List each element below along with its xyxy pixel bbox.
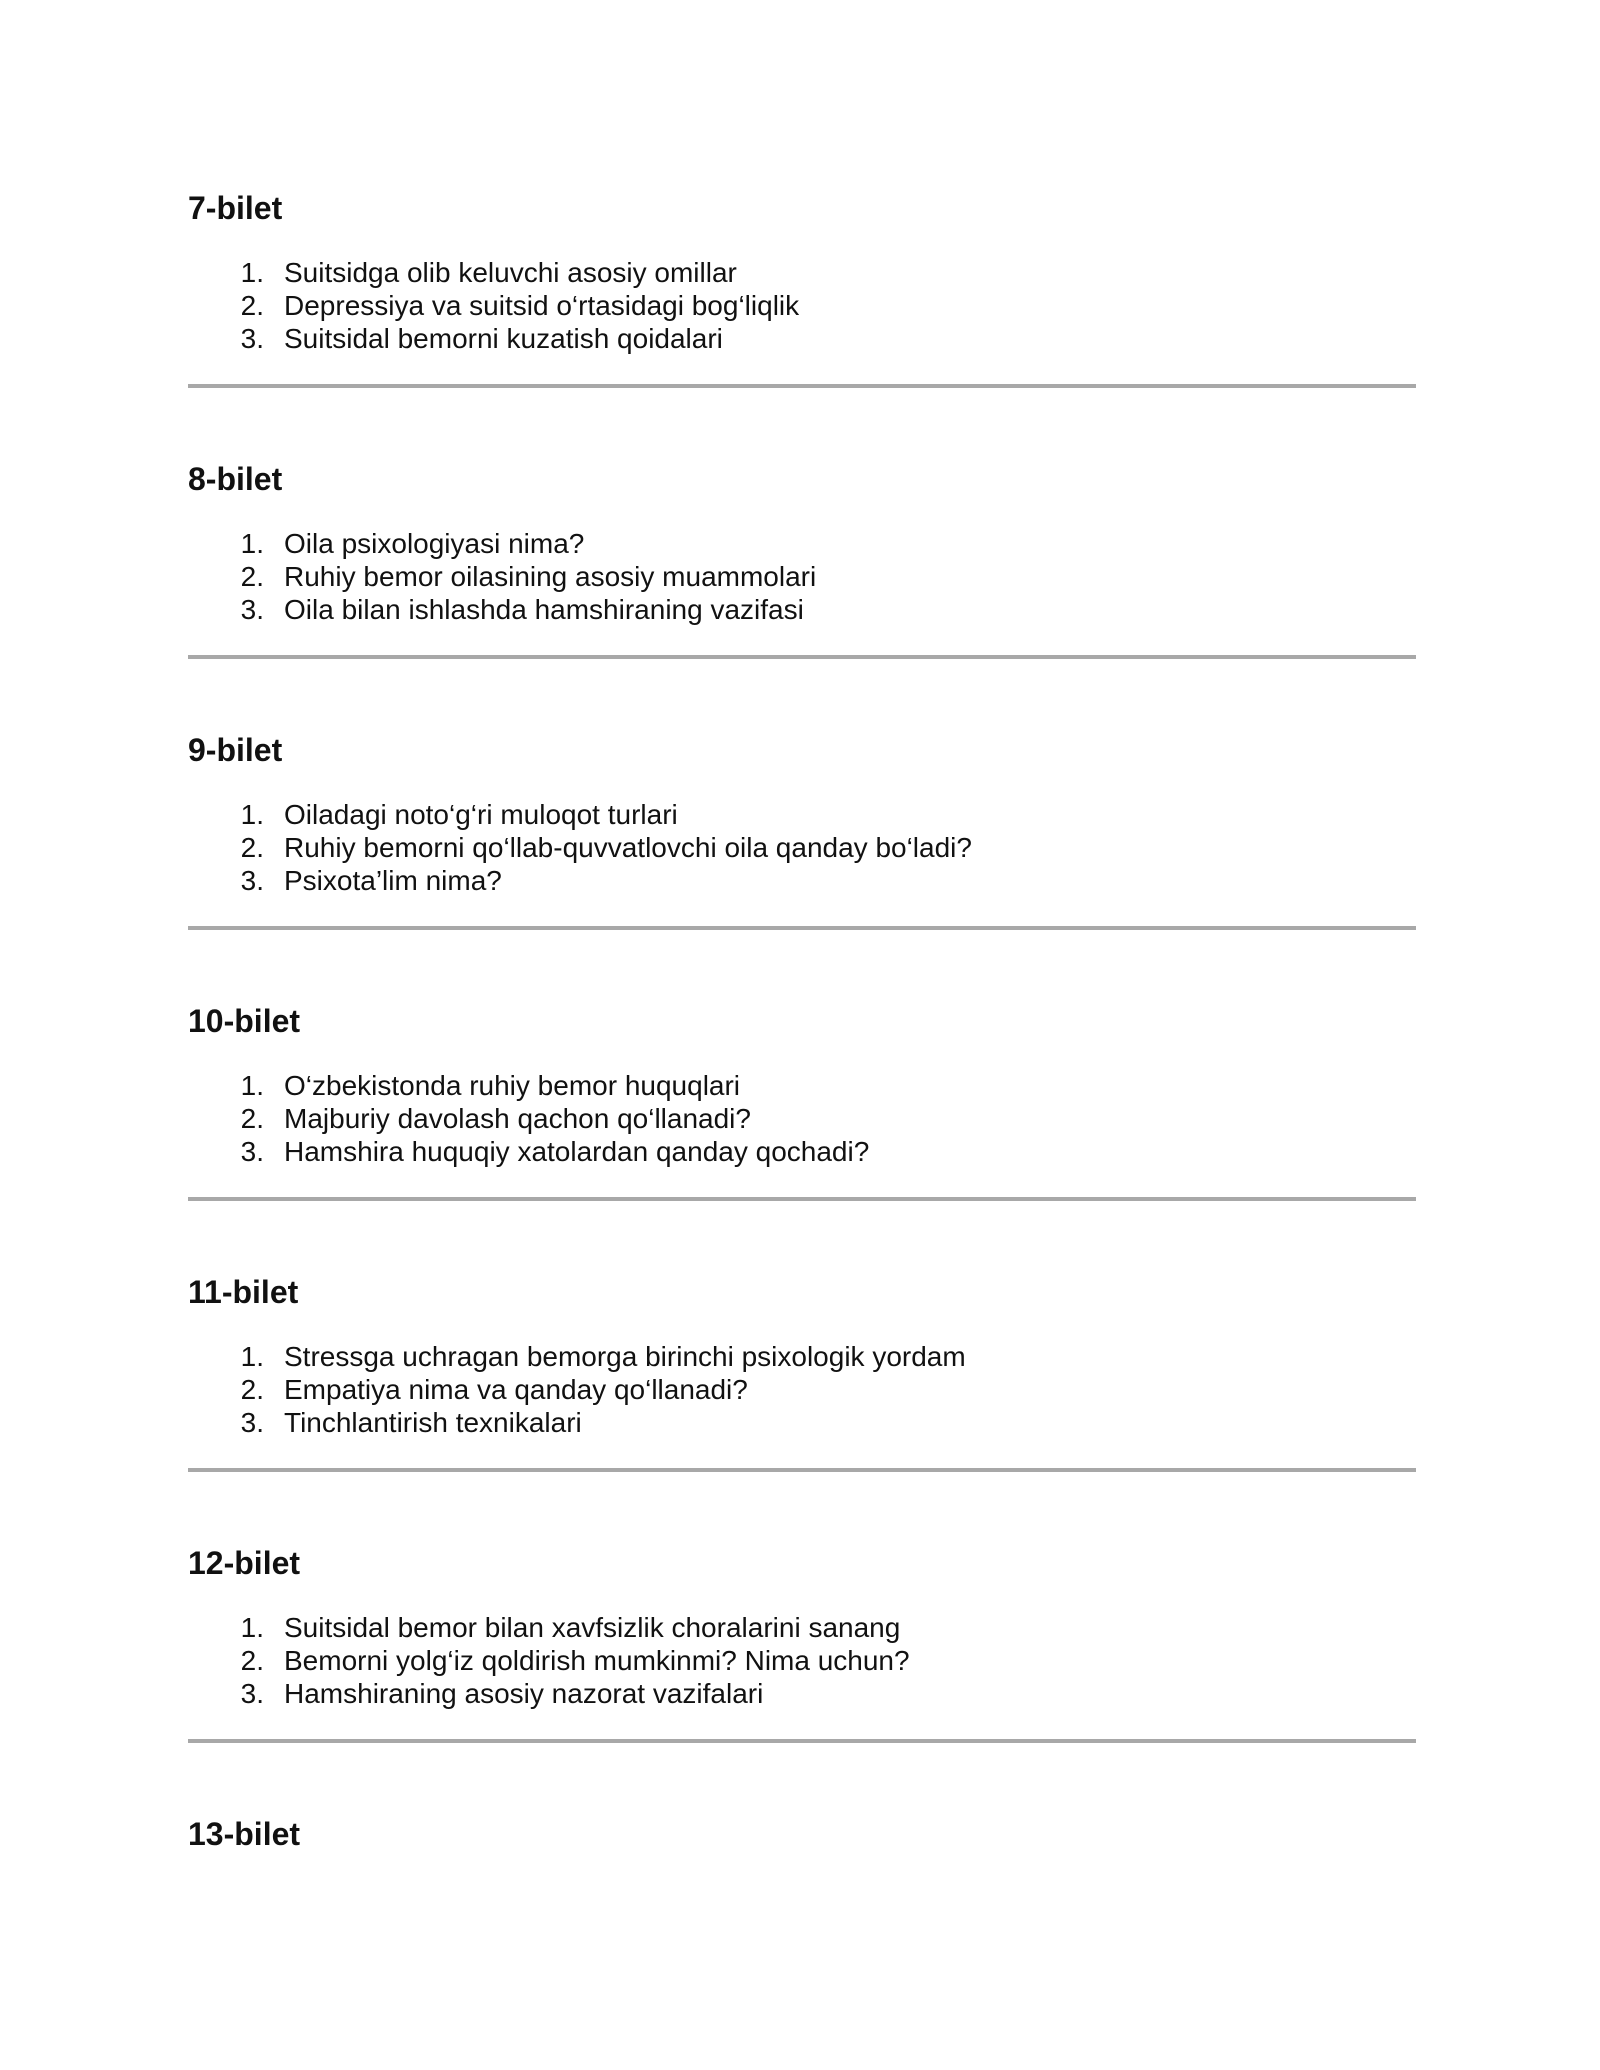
question-item [188, 527, 1416, 560]
question-text: Oila bilan ishlashda hamshiraning vazifasi [284, 594, 804, 625]
question-item [188, 593, 1416, 626]
question-item [188, 1677, 1416, 1710]
question-list [188, 1611, 1416, 1710]
question-text: Psixota’lim nima? [284, 865, 502, 896]
question-text: Hamshira huquqiy xatolardan qanday qochadi? [284, 1136, 870, 1167]
question-item [188, 1373, 1416, 1406]
question-item [188, 864, 1416, 897]
section-divider [188, 1468, 1416, 1472]
ticket-11 [188, 1272, 1416, 1439]
question-list [188, 256, 1416, 355]
question-text: Stressga uchragan bemorga birinchi psixologik yordam [284, 1341, 966, 1372]
ticket-title: 7-bilet [188, 190, 283, 226]
question-list [188, 527, 1416, 626]
question-text: Depressiya va suitsid o‘rtasidagi bog‘liqlik [284, 290, 800, 321]
question-number: 3. [240, 594, 264, 625]
question-item [188, 1340, 1416, 1373]
question-number: 1. [240, 1341, 264, 1372]
ticket-title: 8-bilet [188, 461, 283, 497]
question-text: Majburiy davolash qachon qo‘llanadi? [284, 1103, 751, 1134]
question-list [188, 798, 1416, 897]
question-item [188, 831, 1416, 864]
ticket-7 [188, 188, 1416, 355]
question-number: 2. [240, 1103, 264, 1134]
question-list [188, 1069, 1416, 1168]
question-item [188, 1644, 1416, 1677]
question-number: 3. [240, 1136, 264, 1167]
question-number: 3. [240, 1678, 264, 1709]
question-text: Bemorni yolg‘iz qoldirish mumkinmi? Nima uchun? [284, 1645, 910, 1676]
question-item [188, 1406, 1416, 1439]
question-text: Ruhiy bemor oilasining asosiy muammolari [284, 561, 817, 592]
section-divider [188, 384, 1416, 388]
section-divider [188, 926, 1416, 930]
question-text: O‘zbekistonda ruhiy bemor huquqlari [284, 1070, 741, 1101]
ticket-8 [188, 459, 1416, 626]
question-number: 3. [240, 323, 264, 354]
section-divider [188, 655, 1416, 659]
question-number: 1. [240, 799, 264, 830]
ticket-title: 11-bilet [188, 1274, 299, 1310]
question-number: 2. [240, 290, 264, 321]
question-number: 2. [240, 832, 264, 863]
question-item [188, 322, 1416, 355]
question-item [188, 256, 1416, 289]
question-item [188, 1102, 1416, 1135]
question-text: Suitsidga olib keluvchi asosiy omillar [284, 257, 737, 288]
question-item [188, 1611, 1416, 1644]
question-number: 1. [240, 257, 264, 288]
question-text: Suitsidal bemor bilan xavfsizlik choralarini sanang [284, 1612, 901, 1643]
question-item [188, 798, 1416, 831]
ticket-title: 13-bilet [188, 1816, 301, 1852]
question-text: Suitsidal bemorni kuzatish qoidalari [284, 323, 723, 354]
question-text: Ruhiy bemorni qo‘llab-quvvatlovchi oila qanday bo‘ladi? [284, 832, 972, 863]
question-item [188, 1069, 1416, 1102]
ticket-9 [188, 730, 1416, 897]
question-number: 2. [240, 1645, 264, 1676]
ticket-13 [188, 1814, 1416, 1854]
section-divider [188, 1739, 1416, 1743]
question-number: 1. [240, 1612, 264, 1643]
question-number: 3. [240, 1407, 264, 1438]
question-text: Oiladagi noto‘g‘ri muloqot turlari [284, 799, 678, 830]
ticket-title: 10-bilet [188, 1003, 301, 1039]
question-number: 2. [240, 1374, 264, 1405]
question-text: Oila psixologiyasi nima? [284, 528, 585, 559]
question-list [188, 1340, 1416, 1439]
question-number: 1. [240, 528, 264, 559]
ticket-10 [188, 1001, 1416, 1168]
question-item [188, 560, 1416, 593]
question-item [188, 1135, 1416, 1168]
question-text: Hamshiraning asosiy nazorat vazifalari [284, 1678, 764, 1709]
ticket-title: 12-bilet [188, 1545, 301, 1581]
section-divider [188, 1197, 1416, 1201]
ticket-title: 9-bilet [188, 732, 283, 768]
question-number: 2. [240, 561, 264, 592]
ticket-12 [188, 1543, 1416, 1710]
question-number: 3. [240, 865, 264, 896]
question-number: 1. [240, 1070, 264, 1101]
question-text: Tinchlantirish texnikalari [284, 1407, 582, 1438]
question-text: Empatiya nima va qanday qo‘llanadi? [284, 1374, 748, 1405]
question-item [188, 289, 1416, 322]
